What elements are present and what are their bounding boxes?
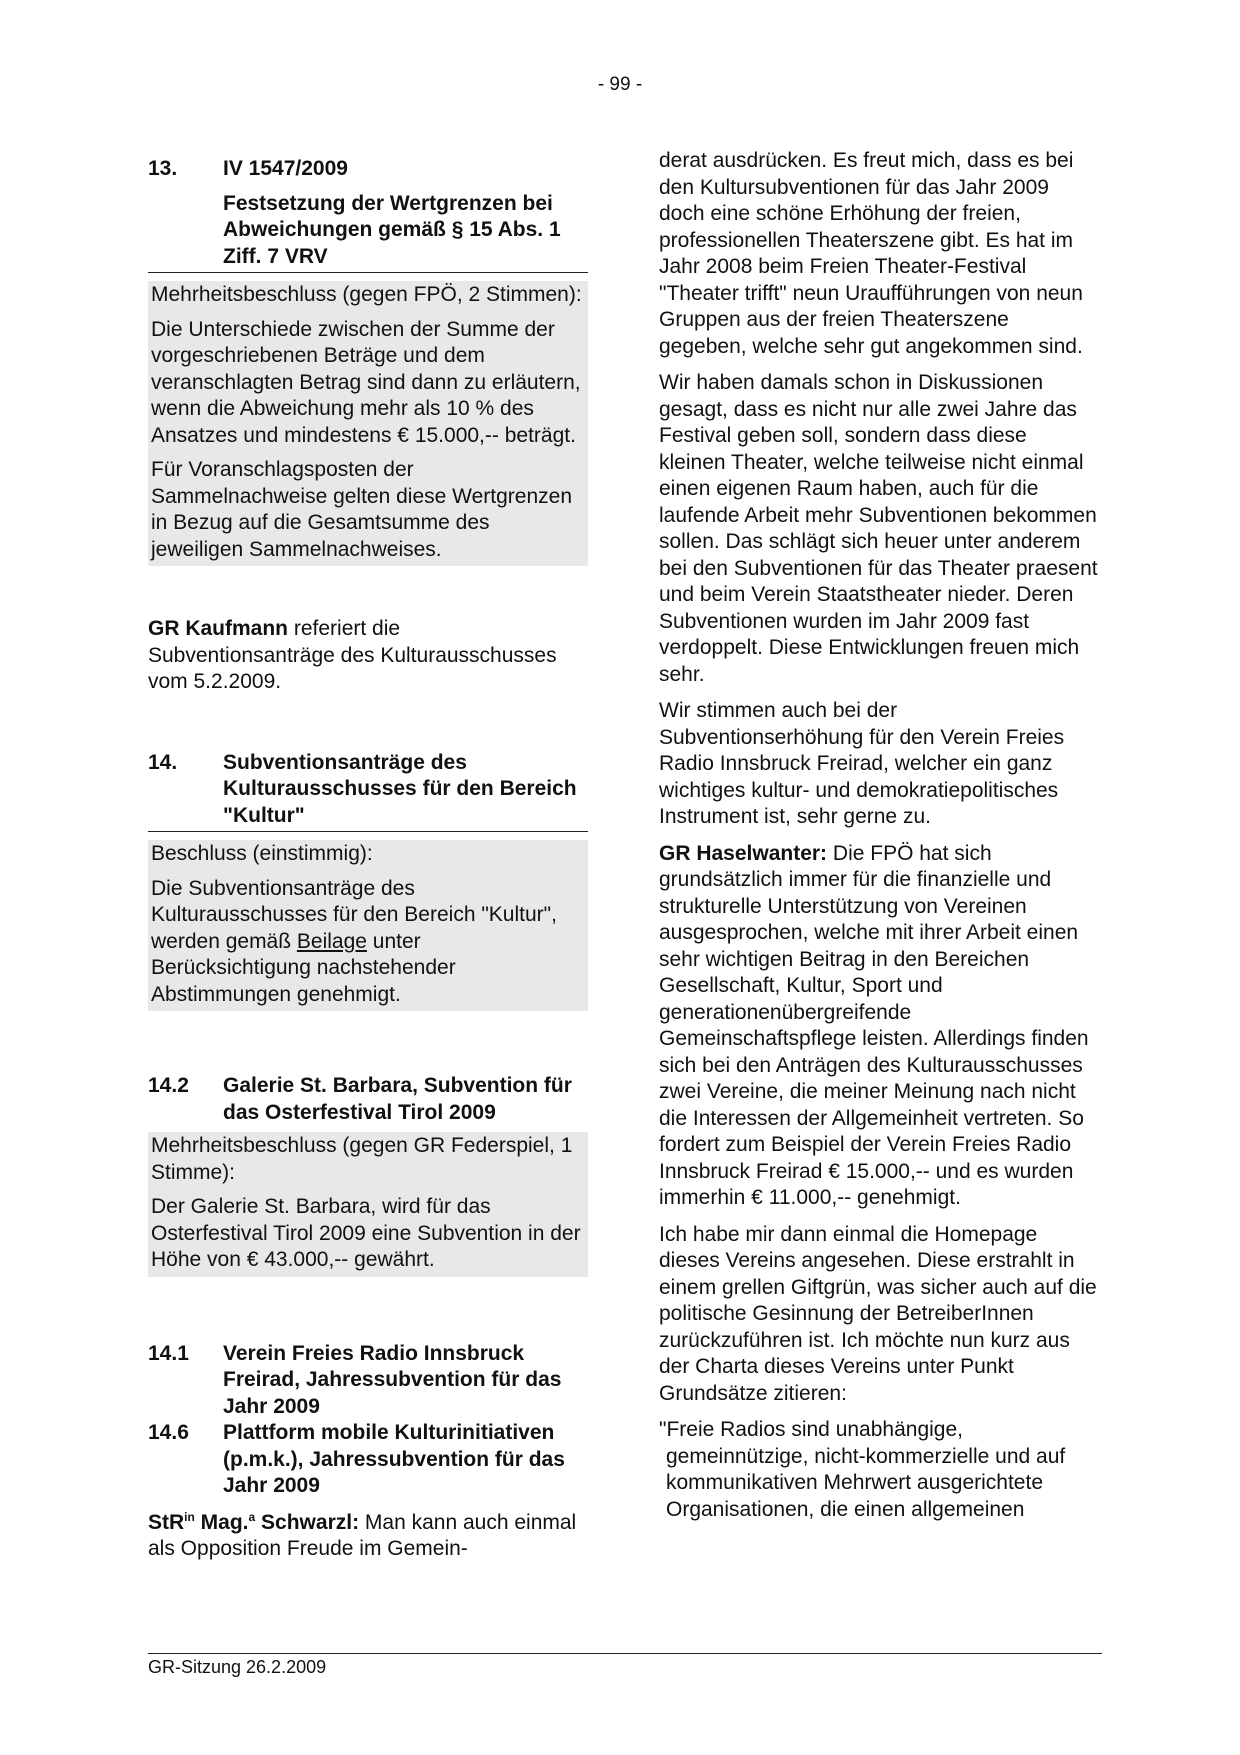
haselwanter-statement [659,841,1099,1212]
right-paragraph-2: Wir haben damals schon in Diskussionen gesagt, dass es nicht nur alle zwei Jahre das Festival geben soll, sondern dass diese kleinen Theater, welche teilweise nicht einmal einen eigenen Raum haben, auch für die laufende Arbeit mehr Subventionen bekommen sollen. Das schlägt sich heuer unter anderem bei den Subventionen für das Theater praesent und beim Verein Staatstheater nieder. Deren Subventionen wurden im Jahr 2009 fast verdoppelt. Diese Entwicklungen freuen mich sehr. [659,371,1098,686]
right-paragraph-3: Wir stimmen auch bei der Subventionserhöhung für den Verein Freies Radio Innsbruck Freirad, welcher ein ganz wichtiges kultur- und demokratiepolitisches Instrument ist, sehr gerne zu. [659,699,1065,828]
right-paragraph-5: Ich habe mir dann einmal die Homepage dieses Vereins angesehen. Diese erstrahlt in einem grellen Giftgrün, was sicher auch auf die politische Gesinnung der BetreiberInnen zurückzuführen ist. Ich möchte nun kurz aus der Charta dieses Vereins unter Punkt Grundsätze zitieren: [659,1222,1097,1405]
item-13-text-1: Die Unterschiede zwischen der Summe der vorgeschriebenen Beträge und dem veranschlagten Betrag sind dann zu erläutern, wenn die Abweichung mehr als 10 % des Ansatzes und mindestens € 15.000,-- beträgt. [151,317,581,447]
item-13-text-2: Für Voranschlagsposten der Sammelnachweise gelten diese Wertgrenzen in Bezug auf die Gesamtsumme des jeweiligen Sammelnachweises. [151,458,573,561]
kaufmann-speaker: GR Kaufmann [148,617,289,640]
item-14-6-heading [148,1420,588,1500]
item-14-2-text: Der Galerie St. Barbara, wird für das Osterfestival Tirol 2009 eine Subvention in der Höhe von € 43.000,-- gewährt. [151,1195,581,1271]
beilage-link[interactable]: Beilage [296,929,367,953]
item-14-2-decision-box [148,1132,588,1277]
page-number: - 99 - [597,74,643,95]
item-14-decision: Beschluss (einstimmig): [151,842,373,865]
speaker-title-mag: Mag. [194,1510,249,1534]
item-13-rule [148,272,588,273]
item-14-title: Subventionsanträge des Kulturausschusses für den Bereich "Kultur" [223,750,577,827]
left-column [148,156,588,1573]
footer-rule [148,1653,1102,1654]
item-14-6-title: Plattform mobile Kulturinitiativen (p.m.k.), Jahressubvention für das Jahr 2009 [223,1421,565,1497]
item-13-decision-box [148,281,588,566]
right-column [659,148,1099,1533]
kaufmann-statement [148,616,588,696]
kaufmann-text: referiert die Subventionsanträge des Kulturausschusses vom 5.2.2009. [148,617,557,693]
right-paragraph-1: derat ausdrücken. Es freut mich, dass es bei den Kultursubventionen für das Jahr 2009 doch eine schöne Erhöhung der freien, professionellen Theaterszene gibt. Es hat im Jahr 2008 beim Freien Theater-Festival "Theater trifft" neun Uraufführungen von neun Gruppen aus der freien Theaterszene gegeben, welche sehr gut angekommen sind. [659,149,1083,358]
haselwanter-text: Die FPÖ hat sich grundsätzlich immer für die finanzielle und strukturelle Unterstützung von Vereinen ausgesprochen, welche mit ihrer Arbeit einen sehr wichtigen Beitrag in den Bereichen Gesellschaft, Kultur, Sport und generationenübergreifende Gemeinschaftspflege leisten. Allerdings finden sich bei den Anträgen des Kulturausschusses zwei Vereine, die meiner Meinung nach nicht die Interessen der Allgemeinheit vertreten. So fordert zum Beispiel der Verein Freies Radio Innsbruck Freirad € 15.000,-- und es wurden immerhin € 11.000,-- genehmigt. [659,841,1089,1209]
speaker-name: Schwarzl: [255,1510,360,1534]
speaker-sup-a: a [248,1509,256,1524]
item-14-6-number: 14.6 [148,1421,189,1444]
item-14-2-heading [148,1073,588,1126]
item-13-ref: IV 1547/2009 [223,157,348,180]
item-14-text-b: unter Berücksichtigung nachstehender Abstimmungen genehmigt. [151,929,456,1006]
footer-session: GR-Sitzung 26.2.2009 [148,1657,327,1677]
item-14-2-number: 14.2 [148,1074,189,1097]
item-14-rule [148,831,588,832]
item-14-text-a: Die Subventionsanträge des Kulturausschusses für den Bereich "Kultur", werden gemäß [151,876,557,953]
schwarzl-statement [148,1510,588,1563]
item-14-number: 14. [148,750,178,774]
item-14-2-title: Galerie St. Barbara, Subvention für das Osterfestival Tirol 2009 [223,1074,572,1124]
item-14-1-title: Verein Freies Radio Innsbruck Freirad, Jahressubvention für das Jahr 2009 [223,1341,562,1418]
item-13-title: Festsetzung der Wertgrenzen bei Abweichungen gemäß § 15 Abs. 1 Ziff. 7 VRV [223,191,561,268]
item-13-heading [148,156,588,183]
speaker-title-str: StR [148,1510,185,1534]
item-13-decision: Mehrheitsbeschluss (gegen FPÖ, 2 Stimmen): [151,283,582,306]
item-14-1-number: 14.1 [148,1341,189,1365]
item-14-heading [148,750,588,830]
schwarzl-speaker [148,1511,359,1534]
speaker-sup-in: in [184,1509,195,1524]
charta-quote: "Freie Radios sind unabhängige, gemeinnützige, nicht-kommerzielle und auf kommunikativen Mehrwert ausgerichtete Organisationen, die einen allgemeinen [659,1418,1066,1521]
item-14-2-decision: Mehrheitsbeschluss (gegen GR Federspiel, 1 Stimme): [151,1134,573,1184]
item-14-text [151,876,585,1009]
haselwanter-speaker: GR Haselwanter: [659,841,828,865]
item-14-1-heading [148,1341,588,1421]
item-14-decision-box [148,840,588,1011]
item-13-number: 13. [148,157,178,180]
schwarzl-text: Man kann auch einmal als Opposition Freude im Gemein- [148,1510,577,1560]
